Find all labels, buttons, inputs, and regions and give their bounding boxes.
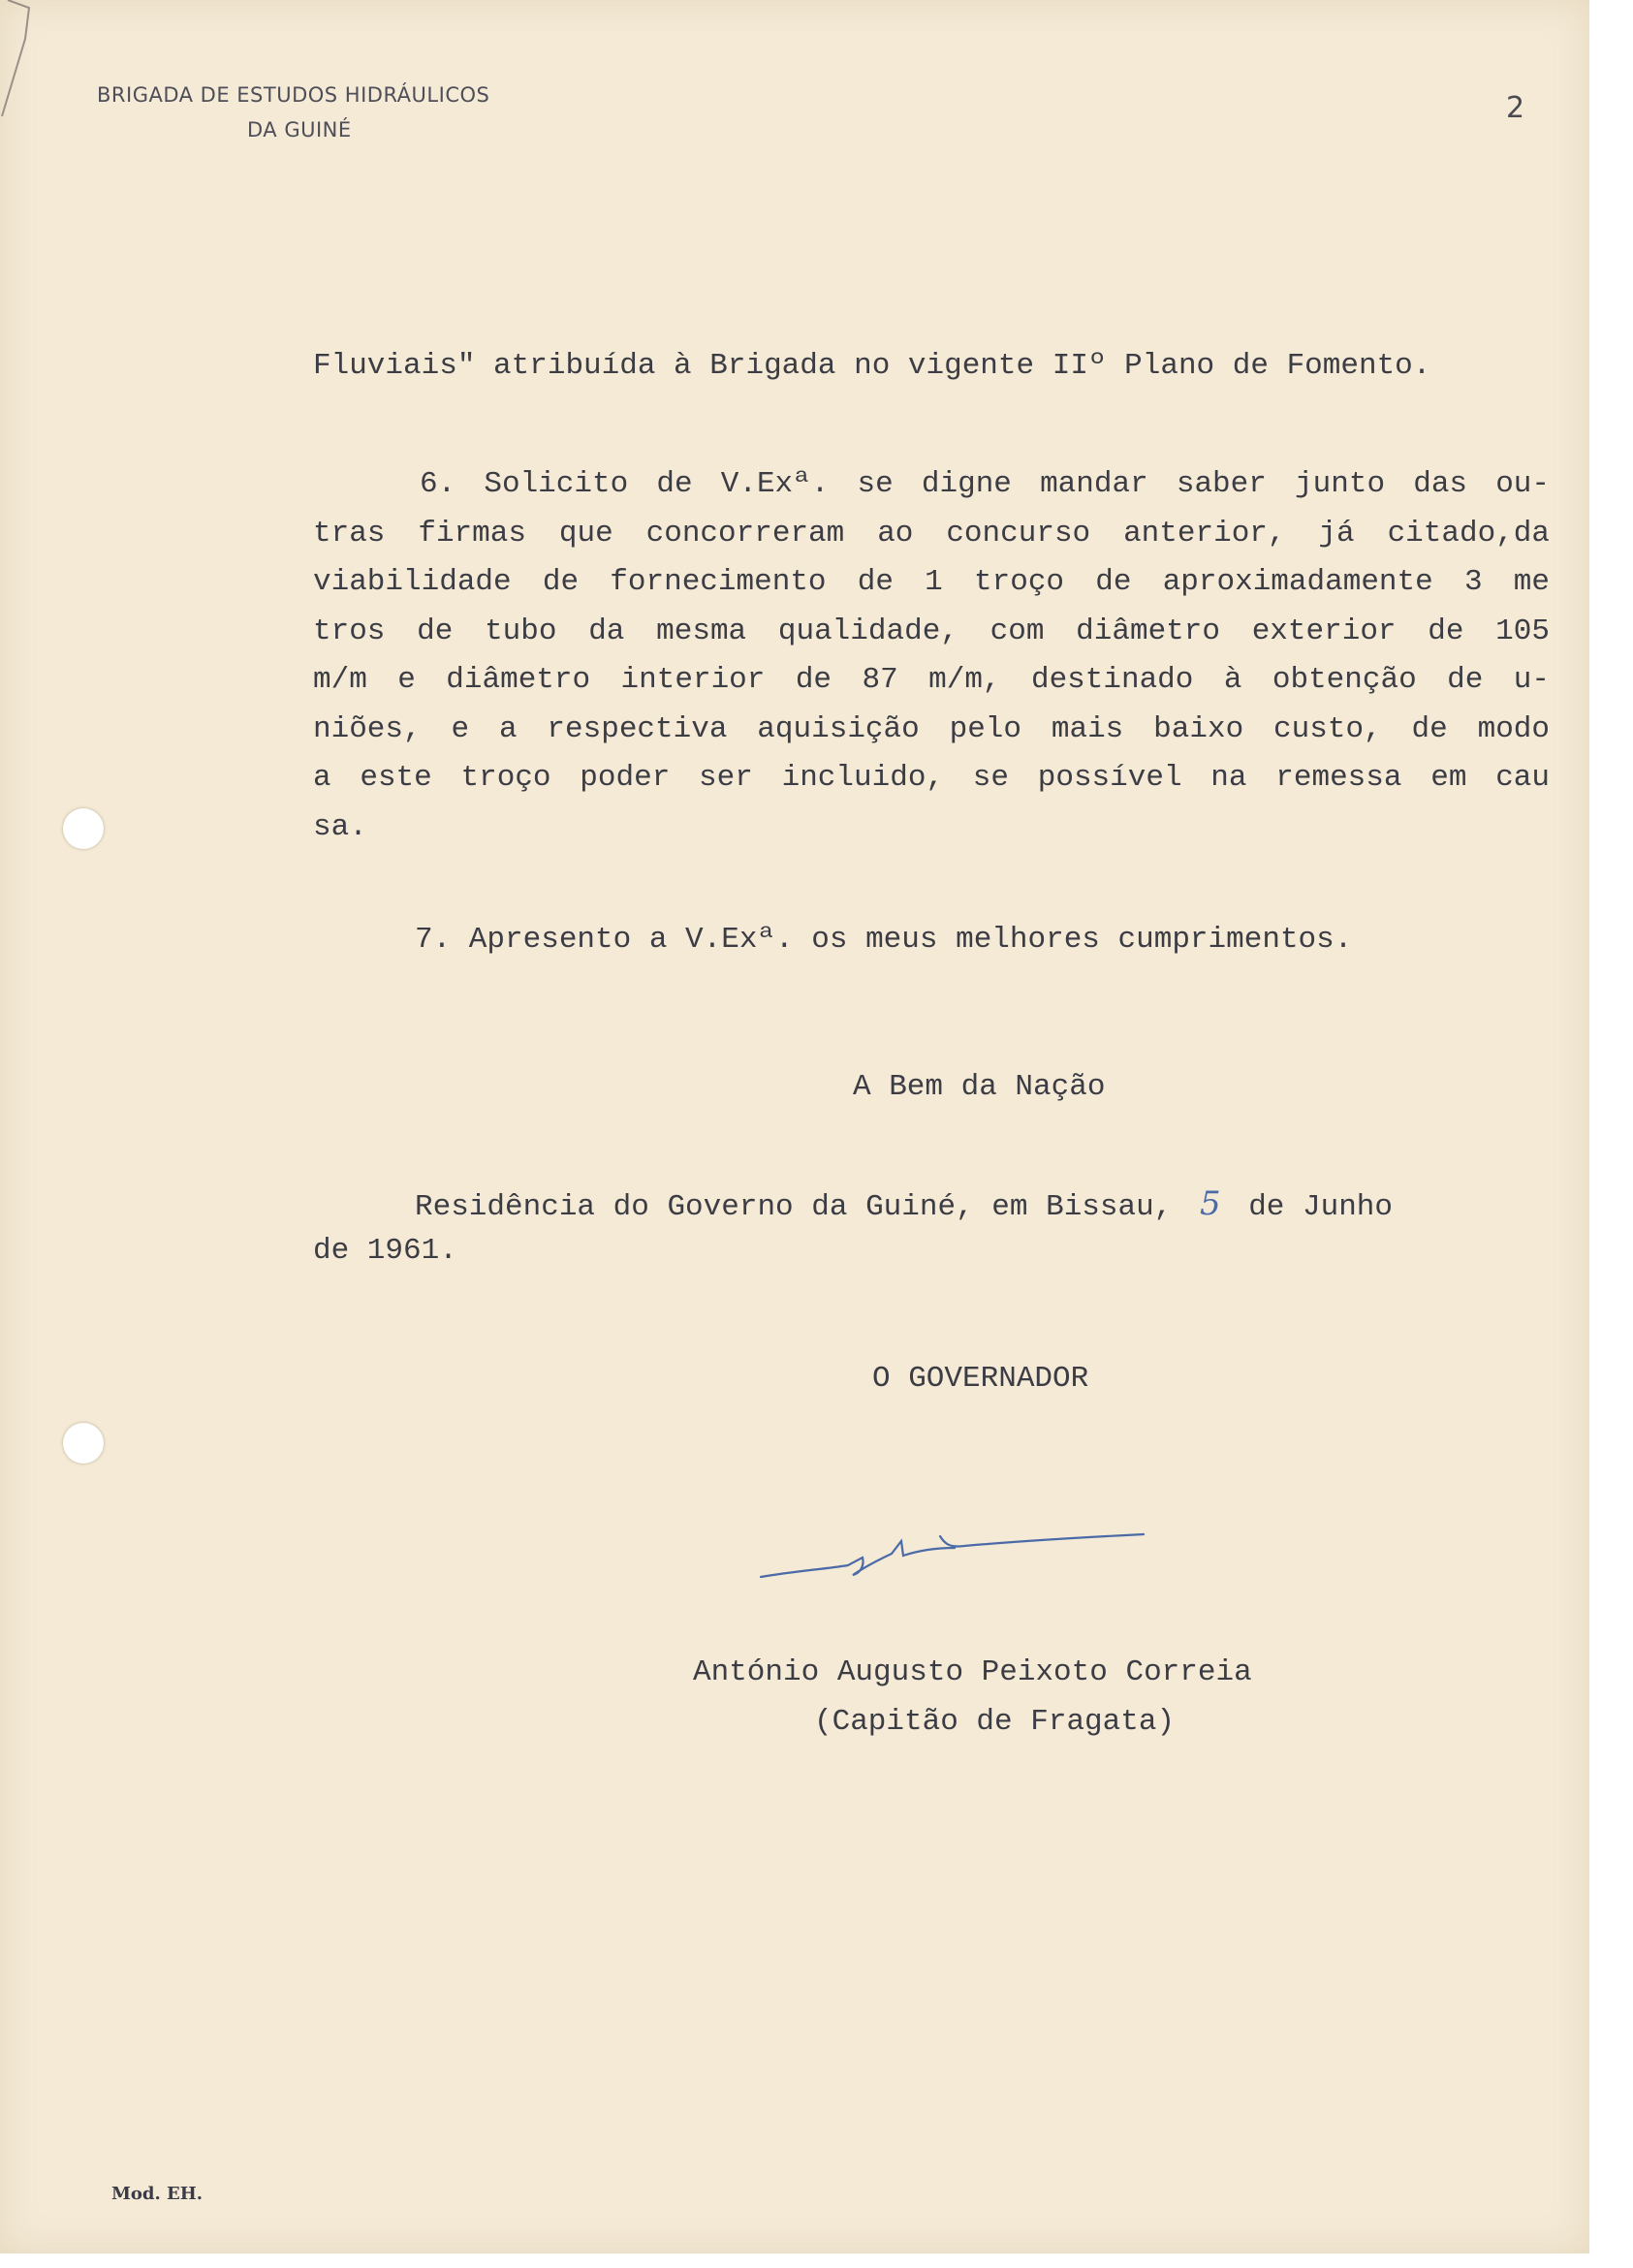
paragraph-6-line: sa. (313, 809, 367, 844)
handwritten-signature (756, 1507, 1163, 1594)
paragraph-6-line: niões, e a respectiva aquisição pelo mais baixo custo, de modo (313, 711, 1550, 746)
paragraph-6-line: 6. Solicito de V.Exª. se digne mandar saber junto das ou- (420, 467, 1550, 501)
letterhead (97, 78, 489, 147)
place-date-month: de Junho (1248, 1190, 1394, 1224)
paragraph-6-line: tras firmas que concorreram ao concurso anterior, já citado,da (313, 516, 1550, 551)
paragraph-6 (313, 460, 1550, 852)
form-code: Mod. EH. (111, 2184, 204, 2204)
paragraph-6-line: m/m e diâmetro interior de 87 m/m, destinado à obtenção de u- (313, 663, 1550, 697)
paper-fold-mark (0, 0, 39, 194)
paragraph-6-line: viabilidade de fornecimento de 1 troço de aproximadamente 3 me (313, 565, 1550, 599)
paragraph-6-line: tros de tubo da mesma qualidade, com diâmetro exterior de 105 (313, 614, 1550, 648)
place-date-line-2: de 1961. (313, 1234, 457, 1268)
page-number: 2 (1506, 91, 1525, 125)
signatory-rank: (Capitão de Fragata) (814, 1705, 1176, 1739)
place-date-prefix: Residência do Governo da Guiné, em Bissau, (415, 1190, 1173, 1224)
letterhead-line-1: BRIGADA DE ESTUDOS HIDRÁULICOS (97, 83, 490, 107)
punch-hole (63, 1423, 104, 1464)
paragraph-6-line: a este troço poder ser incluido, se possível na remessa em cau (313, 761, 1550, 795)
letterhead-line-2: DA GUINÉ (247, 118, 352, 142)
handwritten-day: 5 (1199, 1184, 1221, 1223)
governor-title: O GOVERNADOR (872, 1362, 1089, 1396)
place-date-line-1 (415, 1184, 1393, 1224)
opening-line: Fluviais" atribuída à Brigada no vigente IIº Plano de Fomento. (313, 349, 1431, 383)
paragraph-7: 7. Apresento a V.Exª. os meus melhores cumprimentos. (415, 923, 1353, 957)
punch-hole (63, 808, 104, 849)
signatory-name: António Augusto Peixoto Correia (693, 1655, 1252, 1689)
salutation: A Bem da Nação (853, 1070, 1106, 1104)
